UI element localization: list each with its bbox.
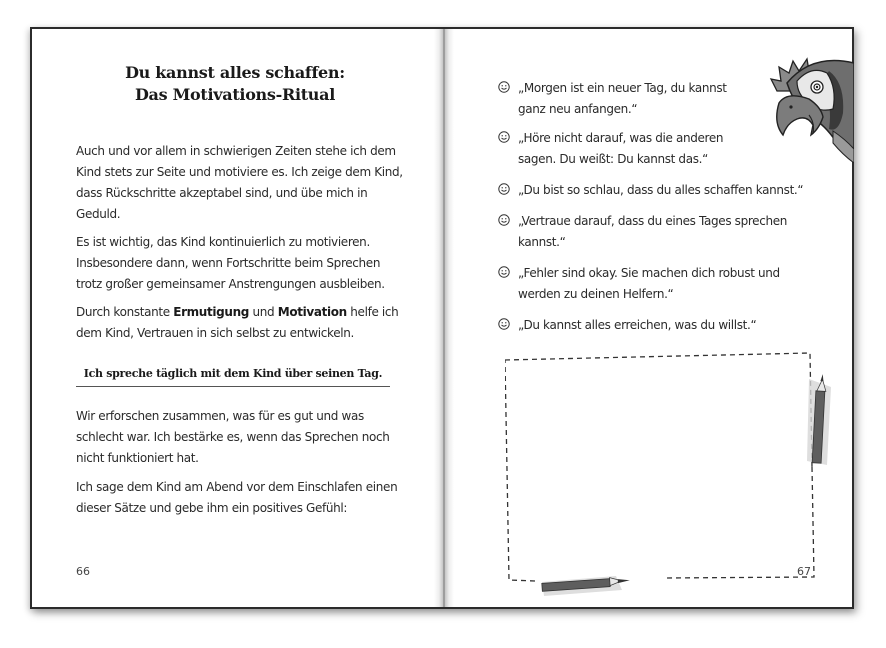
smiley-icon [498, 81, 510, 93]
page-number-left: 66 [76, 565, 90, 578]
parrot-illustration [757, 43, 854, 163]
quote-item [498, 263, 798, 305]
quote-text: „Du kannst alles erreichen, was du willst.“ [518, 318, 757, 332]
smiley-icon [498, 266, 510, 278]
smiley-icon [498, 183, 510, 195]
title-line-1: Du kannst alles schaffen: [125, 63, 345, 82]
pencil-icon [805, 369, 835, 469]
pencil-icon [538, 572, 638, 597]
quote-text: „Vertraue darauf, dass du eines Tages sprechen kannst.“ [518, 214, 787, 249]
paragraph-intro: Auch und vor allem in schwierigen Zeiten stehe ich dem Kind stets zur Seite und motiviere es. Ich zeige dem Kind, dass Rückschritte akzeptabel sind, und übe mich in Geduld. [76, 144, 403, 221]
text-span: Durch konstante [76, 305, 174, 319]
quote-item [498, 315, 798, 336]
paragraph-explore: Wir erforschen zusammen, was für es gut und was schlecht war. Ich bestärke es, wenn das Sprechen noch nicht funktioniert hat. [76, 409, 390, 465]
page-number-right: 67 [797, 565, 811, 578]
paragraph-evening: Ich sage dem Kind am Abend vor dem Einschlafen einen dieser Sätze und gebe ihm ein positives Gefühl: [76, 480, 398, 515]
quote-text: „Morgen ist ein neuer Tag, du kannst ganz neu anfangen.“ [518, 81, 727, 116]
left-page [32, 29, 434, 607]
quote-item [498, 180, 804, 201]
quote-item [498, 78, 798, 120]
quote-item [498, 211, 798, 253]
smiley-icon [498, 131, 510, 143]
quote-text: „Höre nicht darauf, was die anderen sagen. Du weißt: Du kannst das.“ [518, 131, 724, 166]
book-spread [30, 27, 854, 609]
paragraph-encouragement [76, 302, 406, 344]
title-line-2: Das Motivations-Ritual [134, 85, 335, 104]
quote-text: „Fehler sind okay. Sie machen dich robust und werden zu deinen Helfern.“ [518, 266, 780, 301]
quote-text: „Du bist so schlau, dass du alles schaffen kannst.“ [518, 183, 804, 197]
paragraph-motivate: Es ist wichtig, das Kind kontinuierlich zu motivieren. Insbesondere dann, wenn Fortschritte beim Sprechen trotz großer gemeinsamer Anstrengungen ausbleiben. [76, 235, 385, 291]
smiley-icon [498, 214, 510, 226]
page-title [76, 62, 394, 106]
bold-term-motivation: Motivation [277, 305, 347, 319]
bold-term-encouragement: Ermutigung [173, 305, 250, 319]
right-page [454, 29, 854, 607]
text-span: helfe ich dem Kind, Vertrauen in sich selbst zu entwickeln. [76, 305, 399, 340]
book-spine [434, 29, 454, 607]
quote-item [498, 128, 798, 170]
smiley-icon [498, 318, 510, 330]
subheading: Ich spreche täglich mit dem Kind über seinen Tag. [76, 367, 390, 387]
text-span: und [249, 305, 278, 319]
drawing-area-box[interactable] [505, 352, 815, 582]
